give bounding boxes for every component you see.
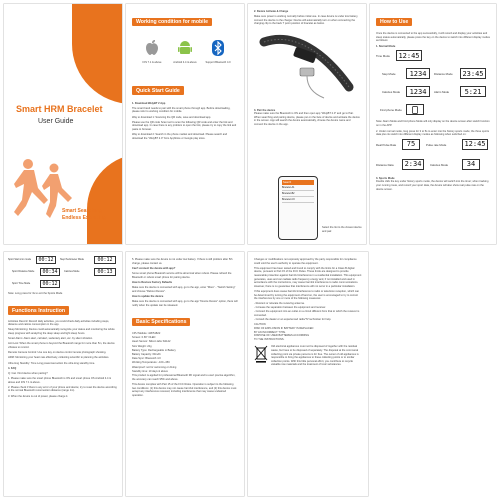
activate-paragraph: 2. Device Activate & Charge (254, 10, 289, 13)
functions-header: Functions Instruction (8, 306, 69, 314)
specs-list (132, 332, 238, 381)
function-calories-label: Calories Mode (64, 270, 80, 273)
specs-paragraph: Make sure the device is connected with app, go to the app, enter "More" - "Switch Setting" and choose "Reboot Device". (132, 285, 236, 293)
sport-mode-heading: 2. Under normal mode, long press for 3 to 5s to enter into the history sports mode; the three sports data plus its switch into different display modes as following when switched on: (376, 129, 490, 137)
functions-panel (4, 252, 122, 496)
sport-distance-display: 00:34 (40, 268, 60, 276)
time-mode-label: Time Mode (376, 54, 390, 59)
cover-tagline-1: Smart Searching (62, 208, 102, 214)
functions-paragraph: Smart Alarm: Alarm alert, call alert, sedentary alert, etc. by silent vibration. (8, 337, 93, 341)
distance-data-display: 2:34 (402, 159, 424, 170)
specs-panel (126, 252, 244, 496)
phone-mockup (278, 176, 318, 240)
quick-start-text (132, 102, 238, 141)
basic-specs-header: Basic Specifications (132, 318, 190, 326)
distance-mode-label: Distance Mode (434, 72, 453, 77)
time-mode-display: 12:45 (396, 50, 422, 61)
step-mode-label: Step Mode (382, 72, 396, 77)
spec-item: Standby time: 10 days & above (132, 369, 168, 373)
cover-tagline-2: Endless Exploring (62, 215, 106, 221)
spec-item: Working Temperature: -10C~45C (132, 361, 171, 365)
compliance-paragraph: - Consult the dealer or an experienced radio/TV technician for help. (254, 317, 332, 321)
fcc-statement: This device complies with Part 15 of the FCC Rules. Operation is subject to the following two conditions: (1) this device may not cause harmful interference, and (2) this device must accept any interference received, including interference that may cause undesired operation. (132, 383, 237, 397)
quick-start-paragraph: Please use the QR code Scan tool to scan the following QR code and enter the link and download app. In case there is any problem to open the link, please try to copy the link and paste to browser. (132, 120, 237, 131)
cover-orange-shape (72, 4, 122, 104)
pair-heading: 3. Pair the device (254, 108, 276, 112)
sport-time-display: 00:12 (40, 280, 60, 288)
cover-panel (4, 4, 122, 244)
cover-title: Smart HRM Bracelet (16, 104, 103, 114)
how-to-use-panel (370, 4, 496, 244)
compliance-paragraph: - Connect the equipment into an outlet on a circuit different from that to which the receiver is connected. (254, 310, 360, 317)
phone-caption: Select the list to the closest device and pair. (322, 226, 362, 233)
working-condition-header: Working condition for mobile (132, 18, 212, 26)
functions-paragraph: Ultra long Standby: Time Long power-last action the ultra long standby time. (8, 361, 96, 365)
spec-item: Battery Capacity: 60mAh (132, 353, 161, 357)
spec-item: Data Sync: Bluetooth 4.0 (132, 357, 161, 361)
phone-device-item[interactable]: Bracelet-A1 (282, 185, 314, 191)
find-phone-mode-display (406, 104, 424, 115)
sport-distance-label: Sport Distance Mode (12, 270, 35, 273)
phone-icon (412, 106, 418, 114)
sport-start-label: Sport Start icon mode (8, 258, 32, 261)
caution-block: CAUTION RISK OF EXPLOSION IF BATTERY IS REPLACED BY AN INCORRECT TYPE. DISPOSE OF USED BATTERIES ACCORDING TO THE INSTRUCTIONS. (254, 323, 314, 341)
sleep-heading: 3. Sports Mode (376, 176, 395, 180)
normal-mode-heading: 1. Normal Mode (376, 44, 396, 48)
os-icons-row (132, 40, 238, 65)
specs-text (132, 258, 238, 307)
find-phone-mode-label: Find phone Mode (380, 108, 402, 113)
os-item-bluetooth (202, 40, 234, 65)
faq-heading: 4. FAQ (8, 366, 17, 370)
phone-device-item[interactable]: Bracelet-B2 (282, 191, 314, 197)
step-pedometer-label: Step Pedometer Mode (60, 258, 84, 261)
phone-device-item[interactable]: Bracelet-C3 (282, 197, 314, 203)
modes-grid (376, 50, 490, 120)
weee-text: Old electrical appliances must not be disposed of together with the residual waste, but have to be disposed of separately. The disposal at the communal collecting point via private persons is for free. The owner of old appliances is responsible to bring the appliances to these collecting points or to similar collection points. With this little personal effort, you contribute to recycle valuable raw materials and the treatment of toxic substances. (271, 345, 359, 367)
os-label-ios: IOS 7.1 & above (142, 61, 162, 64)
faq-item: 2. Please check if there is any error of your phone and device; try to reset the device according to the normal Bluetooth reconnection distance (range 1m). (8, 385, 117, 393)
sport-calories-label: Calories Mode (430, 162, 449, 167)
quick-start-panel (126, 4, 244, 244)
apple-icon (145, 40, 159, 56)
spec-item: Heart Sensor: Silicon labs Si1142 (132, 340, 171, 344)
how-to-use-intro: Once the device is connected to the app successfully, it will record and display your activities and sleep status automatically, please press the key on the device to switch into different display modes as follows: (376, 32, 490, 43)
bluetooth-icon (211, 40, 225, 56)
pair-text: Please make sure the Bluetooth is ON and then open app "WeiyBT 2.0" and go to Pair. When searching and pairing device, please put on the face of device and activate the device in the screen. App will search the device automatically, choose the device name and connect the device in the app. (254, 112, 360, 126)
functions-paragraph: Activities Record: Record daily activities, you could check daily activities including steps, distance and calorie consumption in the app. (8, 319, 110, 327)
functions-text (8, 320, 118, 399)
functions-paragraph: HRM: Monitoring your heart rate effectively, collecting scientific to planning the activities. (8, 356, 110, 360)
compliance-text (254, 258, 362, 321)
functions-paragraph: Anti Lost: When the smart phone is beyond the Bluetooth range for more than 5m, the device vibrates to remind. (8, 342, 115, 349)
phone-screen-header: Search (282, 180, 314, 185)
calories-mode-label: Calories Mode (382, 90, 401, 95)
pulse-rate-label: Pulse rate Mode (426, 142, 447, 147)
compliance-paragraph: - Reorient or relocate the receiving antenna. (254, 302, 305, 306)
quick-start-paragraph: Way to download 1: Scanning the QR code, save and download app. (132, 115, 212, 119)
specs-paragraph: 5. Please make sure the device is not under low battery. If there is still problem after 5th charge, please contact us. (132, 258, 233, 265)
spec-item: Size Weight: 22g (132, 344, 152, 348)
sport-modes-grid (376, 139, 490, 175)
specs-paragraph: How to update the device (132, 294, 164, 298)
real-pulse-label: Real Pulse Rate (376, 142, 397, 147)
spec-item: This product is applied for professional Bluetooth RF signal and to exert precise algorithm, the accuracy can reach 95% and above. (132, 373, 236, 381)
compliance-paragraph: If this equipment does cause harmful interference to radio or television reception, which can be determined by turning the equipment off and on, the user is encouraged to try to correct the interference by one or more of the following measures: (254, 289, 360, 301)
calories-mode-display: 1234 (406, 86, 430, 97)
android-icon (178, 40, 192, 56)
alarm-mode-label: Alarm Mode (434, 90, 450, 95)
crossed-bin-icon (254, 345, 268, 363)
quick-start-header: Quick Start Guide (132, 86, 184, 94)
spec-item: Battery Type: Rechargeable Li Battery (132, 348, 176, 352)
sleep-text: Double click the key under history sports mode, the device will switch into the timer; when tracking your running route, and record your sport data, the device will also show real pulse rate on the device screen. (376, 180, 489, 191)
functions-note: Note: Long press for 3s to exit the Sports Mode (8, 292, 63, 295)
sport-start-display: 00:12 (36, 256, 56, 264)
compliance-paragraph: - Increase the separation between the equipment and receiver. (254, 306, 326, 310)
spec-item: Screen: 0.66" OLED (132, 336, 156, 340)
specs-paragraph: Some smart phone Bluetooth service will be abnormal when reboot. Please refresh the Bluetooth or reboot smart phone for pairing device. (132, 271, 232, 279)
activate-paragraph: Make sure power is working normally before initial use. In case device is under low battery, connect the device to the charger. Device will automatically turn on when connecting the charging clip to the back T point position of bracelet as below. (254, 15, 359, 26)
compliance-paragraph: Changes or modifications not expressly approved by the party responsible for compliance could void the user's authority to operate the equipment. (254, 258, 357, 265)
alarm-mode-display: 5:21 (460, 86, 486, 97)
how-to-use-header: How to Use (376, 18, 412, 26)
spec-item: CPU Module: nRF51822 (132, 332, 161, 336)
sport-calories-display: 34 (462, 159, 480, 170)
cover-subtitle: User Guide (38, 118, 74, 125)
weee-block (254, 345, 362, 367)
quick-start-paragraph: 1. Download WeiyBT 2 App (132, 101, 166, 105)
os-item-android (169, 40, 201, 65)
bracelet-charging-illustration (254, 32, 354, 102)
specs-paragraph: Can't connect the device with app? (132, 266, 176, 270)
cover-orange-shape-bottom (87, 154, 122, 244)
specs-paragraph: How to Restore Factory Defaults (132, 280, 173, 284)
faq-item: Q: Can I find device when pairing? (8, 371, 48, 375)
faq-item: 3. When the device is out of power, please charge it. (8, 394, 69, 398)
os-label-bluetooth: Support Bluetooth 4.0 (205, 61, 231, 64)
step-mode-display: 1234 (406, 68, 430, 79)
quick-start-paragraph: The smart band needs to pair with the smart phone through app. Before downloading, please refer to working condition for mobile. (132, 106, 231, 114)
activate-text (254, 10, 360, 26)
pulse-rate-display: 12:45 (462, 139, 488, 150)
how-to-use-note: Note: Alarm Mode and Find phone Mode will only display on the device screen after switch function on in the APP. (376, 120, 490, 127)
sport-time-label: Sport Time Mode (12, 282, 31, 285)
spec-item: Waterproof: not for swimming or diving (132, 365, 177, 369)
function-displays (8, 256, 118, 292)
compliance-paragraph: This equipment has been tested and found to comply with the limits for a Class B digital device, pursuant to Part 15 of the FCC Rules. These limits are designed to provide reasonable protection against harmful interference in a residential installation. This equipment generates, uses and can radiate radio frequency energy and, if not installed and used in accordance with the instructions, may cause harmful interference to radio communications. However, there is no guarantee that interference will not occur in a particular installation. (254, 266, 362, 288)
faq-item: 1. Please make sure the smart phone Bluetooth is ON and smart phone OS Android 4.4 & above and iOS 7.1 & above. (8, 377, 111, 384)
real-pulse-display: 75 (402, 139, 420, 150)
step-pedometer-display: 00:12 (94, 256, 116, 264)
os-item-ios (136, 40, 168, 65)
function-calories-display: 00:13 (94, 268, 116, 276)
distance-mode-display: 23:45 (460, 68, 486, 79)
distance-data-label: Distance Data (376, 162, 394, 167)
os-label-android: Android 4.4 & above (173, 61, 197, 64)
functions-paragraph: Sleep Monitoring: Device could automatically recognize your status and monitoring the whole sleep progress with analyzing the deep sleep and light sleep hours. (8, 328, 115, 335)
functions-paragraph: Remote Camera Control: Use one key on device control remote photograph shooting. (8, 351, 107, 355)
compliance-panel (248, 252, 368, 496)
quick-start-paragraph: Way to download 2: Search in the phone market and download. Please search and download the "WeiyBT 2.0" from AppStore or Google play store. (132, 133, 228, 140)
activate-panel (248, 4, 366, 244)
specs-paragraph: Make sure the device is connected with app, go to the app "Device Device" option, there will notify when the update can be released. (132, 299, 238, 307)
